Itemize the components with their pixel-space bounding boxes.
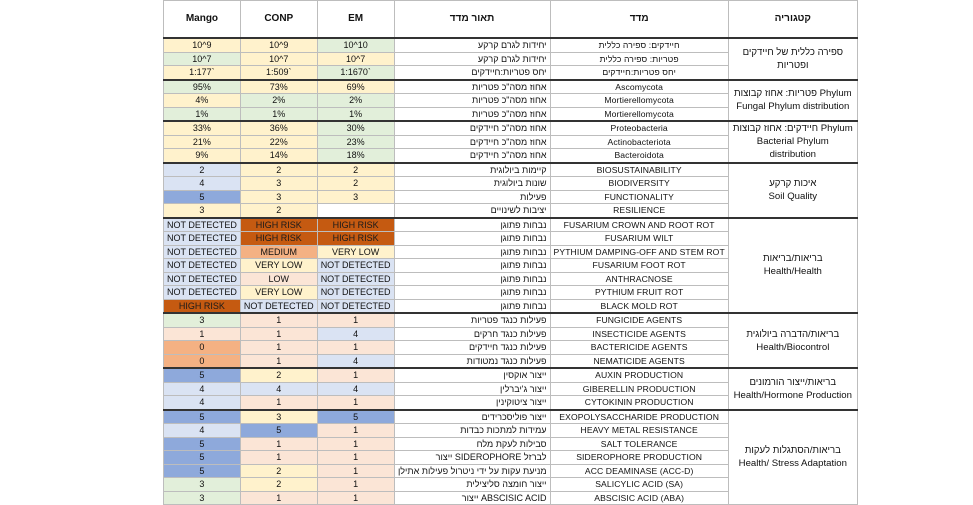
description-cell: ייצור ציטוקינין [394,396,550,410]
em-cell: VERY LOW [317,245,394,259]
em-cell: 1 [317,341,394,355]
conp-cell: 22% [240,135,317,149]
category-cell [728,410,857,505]
mango-cell: 3 [164,478,241,492]
mango-cell: 5 [164,368,241,382]
category-label: ספירה כללית של חיידקים ופטריות [742,46,844,71]
metric-cell: FUNCTIONALITY [550,190,728,204]
category-cell [728,368,857,410]
conp-cell: HIGH RISK [240,232,317,246]
description-cell: שונות ביולוגית [394,177,550,191]
metric-cell: SIDEROPHORE PRODUCTION [550,451,728,465]
category-label: חיידקים: אחוז קבוצות Phylum [732,123,853,135]
em-cell: 2% [317,94,394,108]
description-cell: ייצור ABSCISIC ACID [394,491,550,505]
category-label: בריאות/בריאות [762,253,823,265]
em-cell: 23% [317,135,394,149]
mango-cell: NOT DETECTED [164,272,241,286]
conp-cell: NOT DETECTED [240,299,317,313]
em-cell: 1 [317,478,394,492]
em-cell: 10^10 [317,38,394,52]
conp-cell: 2 [240,464,317,478]
category-label: Health/Health [763,266,822,278]
em-cell: 1 [317,451,394,465]
conp-cell: 3 [240,410,317,424]
col-header-description: תאור מדד [394,1,550,39]
description-cell: נבחות פתוגן [394,286,550,300]
metric-cell: CYTOKININ PRODUCTION [550,396,728,410]
soil-report-table [163,0,858,505]
em-cell: 1 [317,313,394,327]
conp-cell: VERY LOW [240,259,317,273]
conp-cell: 1 [240,451,317,465]
mango-cell: 95% [164,80,241,94]
em-cell: 4 [317,327,394,341]
metric-cell: RESILIENCE [550,204,728,218]
conp-cell: 1 [240,491,317,505]
mango-cell: 1% [164,107,241,121]
conp-cell: 4 [240,382,317,396]
description-cell: ייצור פוליסכרידים [394,410,550,424]
description-cell: נבחות פתוגן [394,218,550,232]
metric-cell: Mortierellomycota [550,107,728,121]
em-cell: 69% [317,80,394,94]
table-row [164,80,858,94]
conp-cell: 1 [240,354,317,368]
category-cell [728,80,857,122]
em-cell: 4 [317,354,394,368]
metric-cell: FUSARIUM WILT [550,232,728,246]
conp-cell: VERY LOW [240,286,317,300]
category-label: איכות קרקע [769,178,817,189]
conp-cell: LOW [240,272,317,286]
conp-cell: 3 [240,190,317,204]
mango-cell: 5 [164,190,241,204]
em-cell: 2 [317,163,394,177]
col-header-conp: CONP [240,1,317,39]
mango-cell: 0 [164,354,241,368]
description-cell: יחס פטריות:חיידקים [394,66,550,80]
mango-cell: 1:177` [164,66,241,80]
mango-cell: 3 [164,204,241,218]
table-row [164,38,858,52]
mango-cell: NOT DETECTED [164,245,241,259]
conp-cell: MEDIUM [240,245,317,259]
mango-cell: 5 [164,437,241,451]
metric-cell: ABSCISIC ACID (ABA) [550,491,728,505]
mango-cell: 10^7 [164,52,241,66]
conp-cell: 1 [240,313,317,327]
metric-cell: BIODIVERSITY [550,177,728,191]
description-cell: יציבות לשינויים [394,204,550,218]
category-cell [728,163,857,218]
table-row [164,121,858,135]
table-row [164,313,858,327]
em-cell: 4 [317,382,394,396]
conp-cell: 1% [240,107,317,121]
table-row [164,218,858,232]
em-cell: 2 [317,177,394,191]
conp-cell: 73% [240,80,317,94]
mango-cell: 9% [164,149,241,163]
conp-cell: 1 [240,327,317,341]
table-row [164,368,858,382]
description-cell: מניעת עקות על ידי ניטרול פעילות אתילן [394,464,550,478]
conp-cell: 36% [240,121,317,135]
metric-cell: INSECTICIDE AGENTS [550,327,728,341]
conp-cell: HIGH RISK [240,218,317,232]
metric-cell: BACTERICIDE AGENTS [550,341,728,355]
conp-cell: 2 [240,163,317,177]
mango-cell: 4 [164,396,241,410]
metric-cell: SALT TOLERANCE [550,437,728,451]
description-cell: יחידות לגרם קרקע [394,52,550,66]
category-label: Soil Quality [768,191,818,202]
category-label: Health/ Stress Adaptation [738,458,847,470]
col-header-em: EM [317,1,394,39]
em-cell: 10^7 [317,52,394,66]
em-cell: 18% [317,149,394,163]
conp-cell: 2 [240,368,317,382]
metric-cell: Proteobacteria [550,121,728,135]
metric-cell: BIOSUSTAINABILITY [550,163,728,177]
category-label: Health/Biocontrol [756,341,830,353]
mango-cell: 3 [164,313,241,327]
description-cell: נבחות פתוגן [394,245,550,259]
category-cell [728,218,857,314]
conp-cell: 1 [240,437,317,451]
em-cell: NOT DETECTED [317,272,394,286]
conp-cell: 3 [240,177,317,191]
conp-cell: 2 [240,478,317,492]
conp-cell: 10^7 [240,52,317,66]
mango-cell: 10^9 [164,38,241,52]
metric-cell: FUNGICIDE AGENTS [550,313,728,327]
conp-cell: 2 [240,204,317,218]
conp-cell: 1 [240,396,317,410]
description-cell: נבחות פתוגן [394,259,550,273]
mango-cell: 1 [164,327,241,341]
metric-cell: ACC DEAMINASE (ACC-D) [550,464,728,478]
description-cell: פעילות כנגד נמטודות [394,354,550,368]
mango-cell: 4 [164,382,241,396]
description-cell: פעילות כנגד פטריות [394,313,550,327]
description-cell: נבחות פתוגן [394,299,550,313]
metric-cell: EXOPOLYSACCHARIDE PRODUCTION [550,410,728,424]
metric-cell: Mortierellomycota [550,94,728,108]
description-cell: אחוז מסה"כ חיידקים [394,121,550,135]
mango-cell: 5 [164,464,241,478]
description-cell: נבחות פתוגן [394,272,550,286]
category-label: פטריות: אחוז קבוצות Phylum [733,88,852,100]
category-cell [728,313,857,368]
category-cell [728,38,857,80]
mango-cell: 33% [164,121,241,135]
description-cell: אחוז מסה"כ חיידקים [394,135,550,149]
mango-cell: NOT DETECTED [164,218,241,232]
em-cell: 1 [317,491,394,505]
metric-cell: Actinobacteriota [550,135,728,149]
description-cell: ייצור SIDEROPHORE לברזל [394,451,550,465]
metric-cell: PYTHIUM FRUIT ROT [550,286,728,300]
em-cell: 1% [317,107,394,121]
description-cell: אחוז מסה"כ חיידקים [394,149,550,163]
description-cell: נבחות פתוגן [394,232,550,246]
metric-cell: FUSARIUM CROWN AND ROOT ROT [550,218,728,232]
category-label: Bacterial Phylum [756,136,829,148]
em-cell [317,204,394,218]
mango-cell: 5 [164,410,241,424]
metric-cell: פטריות: ספירה כללית [550,52,728,66]
header-row [164,1,858,39]
category-label: Health/Hormone Production [733,389,852,401]
metric-cell: חיידקים: ספירה כללית [550,38,728,52]
mango-cell: 0 [164,341,241,355]
em-cell: 1 [317,464,394,478]
mango-cell: 4% [164,94,241,108]
description-cell: ייצור חומצה סליצילית [394,478,550,492]
em-cell: 30% [317,121,394,135]
metric-cell: NEMATICIDE AGENTS [550,354,728,368]
description-cell: אחוז מסה"כ פטריות [394,107,550,121]
description-cell: פעילות כנגד חרקים [394,327,550,341]
em-cell: 1:1670` [317,66,394,80]
metric-cell: FUSARIUM FOOT ROT [550,259,728,273]
table-body [164,38,858,505]
metric-cell: Ascomycota [550,80,728,94]
metric-cell: ANTHRACNOSE [550,272,728,286]
conp-cell: 1:509` [240,66,317,80]
mango-cell: 21% [164,135,241,149]
conp-cell: 1 [240,341,317,355]
table-row [164,163,858,177]
em-cell: HIGH RISK [317,218,394,232]
em-cell: 5 [317,410,394,424]
mango-cell: HIGH RISK [164,299,241,313]
em-cell: NOT DETECTED [317,259,394,273]
em-cell: 1 [317,437,394,451]
mango-cell: NOT DETECTED [164,232,241,246]
description-cell: אחוז מסה"כ פטריות [394,94,550,108]
em-cell: HIGH RISK [317,232,394,246]
category-cell [728,121,857,163]
mango-cell: 4 [164,177,241,191]
description-cell: אחוז מסה"כ פטריות [394,80,550,94]
col-header-category: קטגוריה [728,1,857,39]
metric-cell: GIBERELLIN PRODUCTION [550,382,728,396]
conp-cell: 10^9 [240,38,317,52]
soil-report-table-wrapper [163,0,858,505]
em-cell: NOT DETECTED [317,299,394,313]
col-header-metric: מדד [550,1,728,39]
em-cell: 1 [317,424,394,438]
description-cell: קיימות ביולוגית [394,163,550,177]
col-header-mango: Mango [164,1,241,39]
metric-cell: BLACK MOLD ROT [550,299,728,313]
category-label: בריאות/ייצור הורמונים [749,376,837,388]
description-cell: סבילות לעקת מלח [394,437,550,451]
metric-cell: PYTHIUM DAMPING-OFF AND STEM ROT [550,245,728,259]
conp-cell: 2% [240,94,317,108]
category-label: distribution [769,149,816,161]
mango-cell: NOT DETECTED [164,259,241,273]
category-label: בריאות/הסתגלות לעקות [744,445,841,457]
mango-cell: 5 [164,451,241,465]
description-cell: פעילות כנגד חיידקים [394,341,550,355]
conp-cell: 14% [240,149,317,163]
description-cell: עמידות למתכות כבדות [394,424,550,438]
mango-cell: 4 [164,424,241,438]
metric-cell: AUXIN PRODUCTION [550,368,728,382]
em-cell: 1 [317,368,394,382]
metric-cell: Bacteroidota [550,149,728,163]
description-cell: יחידות לגרם קרקע [394,38,550,52]
mango-cell: 2 [164,163,241,177]
metric-cell: HEAVY METAL RESISTANCE [550,424,728,438]
em-cell: 1 [317,396,394,410]
category-label: Fungal Phylum distribution [736,101,850,113]
category-label: בריאות/הדברה ביולוגית [746,328,840,340]
mango-cell: NOT DETECTED [164,286,241,300]
table-row [164,410,858,424]
metric-cell: יחס פטריות:חיידקים [550,66,728,80]
mango-cell: 3 [164,491,241,505]
description-cell: ייצור אוקסין [394,368,550,382]
description-cell: ייצור ג'יברלין [394,382,550,396]
conp-cell: 5 [240,424,317,438]
description-cell: פעילות [394,190,550,204]
metric-cell: SALICYLIC ACID (SA) [550,478,728,492]
em-cell: NOT DETECTED [317,286,394,300]
em-cell: 3 [317,190,394,204]
